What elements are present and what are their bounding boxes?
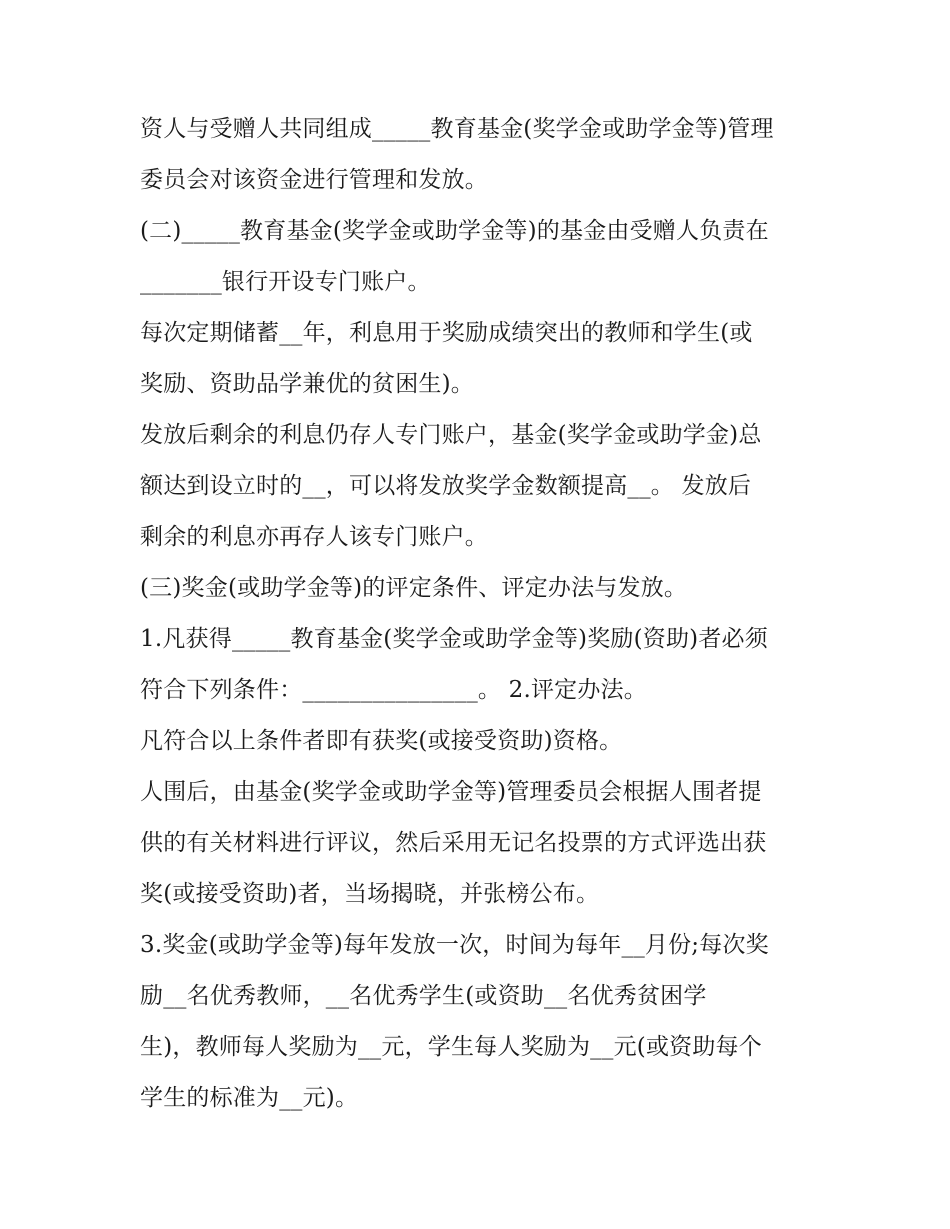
text-line: 奖(或接受资助)者，当场揭晓，并张榜公布。 [140,881,600,907]
text-line: 励__名优秀教师，__名优秀学生(或资助__名优秀贫困学 [140,983,707,1009]
text-line: 剩余的利息亦再存人该专门账户。 [140,524,488,550]
text-line: 1.凡获得_____教育基金(奖学金或助学金等)奖励(资助)者必须 [140,626,768,652]
text-line: 人围后，由基金(奖学金或助学金等)管理委员会根据人围者提 [140,779,762,805]
text-line: 生)，教师每人奖励为__元，学生每人奖励为__元(或资助每个 [140,1034,762,1060]
text-line: _______银行开设专门账户。 [140,269,431,295]
text-line: 凡符合以上条件者即有获奖(或接受资助)资格。 [140,728,623,754]
text-line: 委员会对该资金进行管理和发放。 [140,167,488,193]
text-line: 符合下列条件：_______________。 2.评定办法。 [140,677,647,703]
text-line: 3.奖金(或助学金等)每年发放一次，时间为每年__月份;每次奖 [140,932,769,958]
text-line: 供的有关材料进行评议，然后采用无记名投票的方式评选出获 [140,830,767,856]
text-line: 发放后剩余的利息仍存人专门账户，基金(奖学金或助学金)总 [140,422,762,448]
document-body [140,104,820,1124]
text-line: (三)奖金(或助学金等)的评定条件、评定办法与发放。 [140,575,688,601]
text-line: 每次定期储蓄__年，利息用于奖励成绩突出的教师和学生(或 [140,320,753,346]
text-line: 额达到设立时的__，可以将发放奖学金数额提高__。 发放后 [140,473,752,499]
text-line: 资人与受赠人共同组成_____教育基金(奖学金或助学金等)管理 [140,116,774,142]
text-line: 奖励、资助品学兼优的贫困生)。 [140,371,474,397]
text-line: (二)_____教育基金(奖学金或助学金等)的基金由受赠人负责在 [140,218,769,244]
text-line: 学生的标准为__元)。 [140,1085,359,1111]
